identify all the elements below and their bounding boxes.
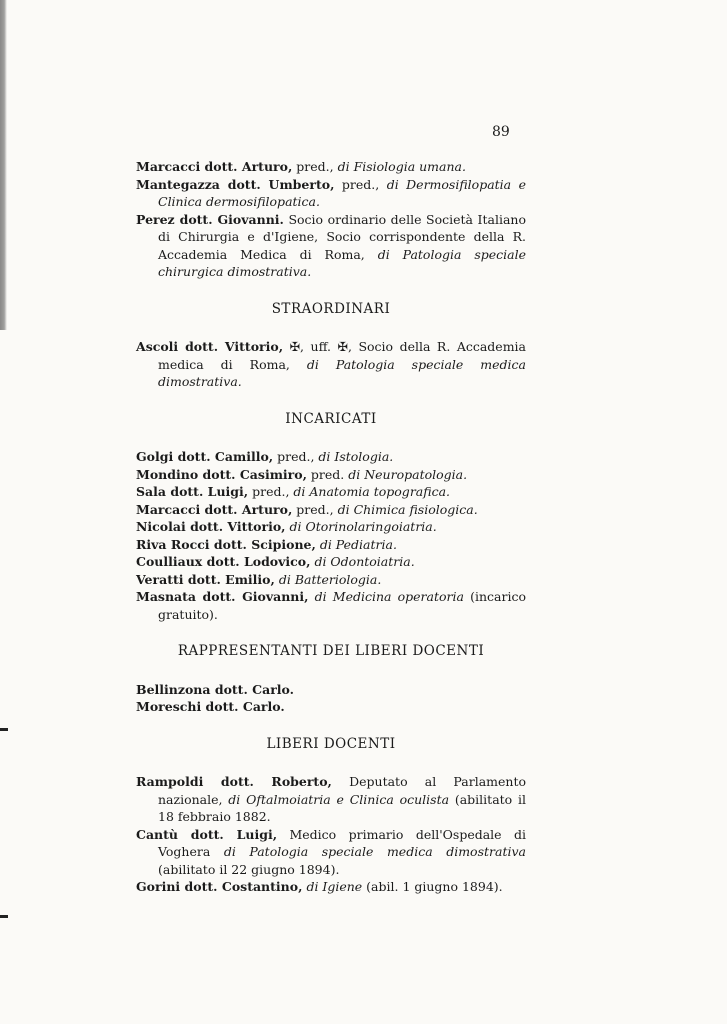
faculty-name: Moreschi dott. Carlo. <box>136 699 285 714</box>
section-heading-liberi-docenti: LIBERI DOCENTI <box>266 735 396 752</box>
faculty-entry <box>136 698 526 716</box>
faculty-list-straordinari <box>136 338 526 391</box>
faculty-entry <box>136 681 526 699</box>
entry-subject: di Pediatria. <box>319 536 397 552</box>
faculty-entry <box>136 211 526 281</box>
entry-text: Deputato al Parlamento nazionale, <box>158 774 526 807</box>
section-heading-incaricati: INCARICATI <box>285 410 377 427</box>
faculty-name: Cantù dott. Luigi, <box>136 826 278 842</box>
page-edge-mark <box>0 915 8 918</box>
entry-text: pred., <box>292 159 338 174</box>
faculty-name: Riva Rocci dott. Scipione, <box>136 536 316 552</box>
faculty-name: Masnata dott. Giovanni, <box>136 589 309 604</box>
faculty-entry <box>136 176 526 211</box>
faculty-entry <box>136 448 526 466</box>
faculty-list-incaricati <box>136 448 526 623</box>
faculty-name: Veratti dott. Emilio, <box>136 571 275 587</box>
faculty-name: Rampoldi dott. Roberto, <box>136 774 332 789</box>
faculty-entry <box>136 518 526 536</box>
faculty-entry <box>136 158 526 176</box>
faculty-name: Gorini dott. Costantino, <box>136 879 303 894</box>
entry-text: pred. <box>306 466 349 482</box>
faculty-list-rappresentanti <box>136 681 526 716</box>
section-heading-straordinari: STRAORDINARI <box>271 300 391 317</box>
entry-subject: di Dermosifilopatia e Clinica dermosifilopatica. <box>158 176 526 209</box>
faculty-name: Mondino dott. Casimiro, <box>136 466 307 482</box>
entry-note: (abil. 1 giugno 1894). <box>362 879 503 894</box>
entry-note: (abilitato il 18 febbraio 1882. <box>158 791 526 824</box>
faculty-entry <box>136 536 526 554</box>
entry-text: pred., <box>334 176 387 192</box>
entry-text: Socio ordinario delle Società Italiano di Chirurgia e d'Igiene, Socio corrispondente della R. Accademia Medica di Roma, <box>158 211 526 262</box>
faculty-name: Marcacci dott. Arturo, <box>136 501 293 517</box>
faculty-name: Marcacci dott. Arturo, <box>136 159 293 174</box>
faculty-name: Nicolai dott. Vittorio, <box>136 519 286 534</box>
faculty-entry <box>136 773 526 826</box>
faculty-entry <box>136 588 526 623</box>
entry-subject: di Otorinolaringoiatria. <box>289 519 437 534</box>
faculty-entry <box>136 878 526 896</box>
faculty-name: Mantegazza dott. Umberto, <box>136 176 335 192</box>
entry-subject: di Neuropatologia. <box>348 466 468 482</box>
faculty-list-liberi-docenti <box>136 773 526 896</box>
entry-subject: di Igiene <box>306 879 363 894</box>
faculty-name: Sala dott. Luigi, <box>136 484 249 499</box>
entry-text: pred., <box>273 449 319 464</box>
faculty-entry <box>136 501 526 519</box>
faculty-entry <box>136 483 526 501</box>
faculty-name: Coulliaux dott. Lodovico, <box>136 554 311 569</box>
entry-subject: di Chimica fisiologica. <box>337 501 478 517</box>
page-number: 89 <box>492 124 510 140</box>
entry-subject: di Odontoiatria. <box>314 554 415 569</box>
entry-subject: di Patologia speciale medica dimostrativa. <box>158 356 527 389</box>
entry-text: Medico primario dell'Ospedale di Voghera <box>158 826 526 859</box>
entry-subject: di Medicina operatoria <box>314 589 464 604</box>
faculty-name: Golgi dott. Camillo, <box>136 449 274 464</box>
entry-subject: di Anatomia topografica. <box>293 484 451 499</box>
section-heading-rappresentanti: RAPPRESENTANTI DEI LIBERI DOCENTI <box>177 643 485 659</box>
faculty-entry <box>136 466 526 484</box>
entry-subject: di Fisiologia umana. <box>337 159 466 174</box>
entry-text: pred., <box>248 484 294 499</box>
faculty-entry <box>136 553 526 571</box>
entry-subject: di Patologia speciale chirurgica dimostrativa. <box>158 246 526 279</box>
entry-subject: di Batteriologia. <box>278 571 382 587</box>
entry-note: (abilitato il 22 giugno 1894). <box>158 861 340 877</box>
faculty-name: Ascoli dott. Vittorio, <box>136 339 284 354</box>
faculty-list-top <box>136 158 526 281</box>
page-edge-shadow <box>0 0 7 330</box>
entry-subject: di Patologia speciale medica dimostrativa <box>223 844 526 859</box>
entry-subject: di Oftalmoiatria e Clinica oculista <box>228 791 450 807</box>
document-body <box>136 158 526 896</box>
entry-note: (incarico gratuito). <box>158 589 526 622</box>
faculty-name: Perez dott. Giovanni. <box>136 211 284 227</box>
faculty-entry <box>136 826 526 879</box>
faculty-entry <box>136 571 526 589</box>
entry-subject: di Istologia. <box>318 449 394 464</box>
entry-text: ✠, uff. ✠, Socio della R. Accademia medica di Roma, <box>158 339 527 372</box>
entry-text: pred., <box>292 501 338 517</box>
faculty-entry <box>136 338 526 391</box>
faculty-name: Bellinzona dott. Carlo. <box>136 681 295 697</box>
page-edge-mark <box>0 728 8 731</box>
